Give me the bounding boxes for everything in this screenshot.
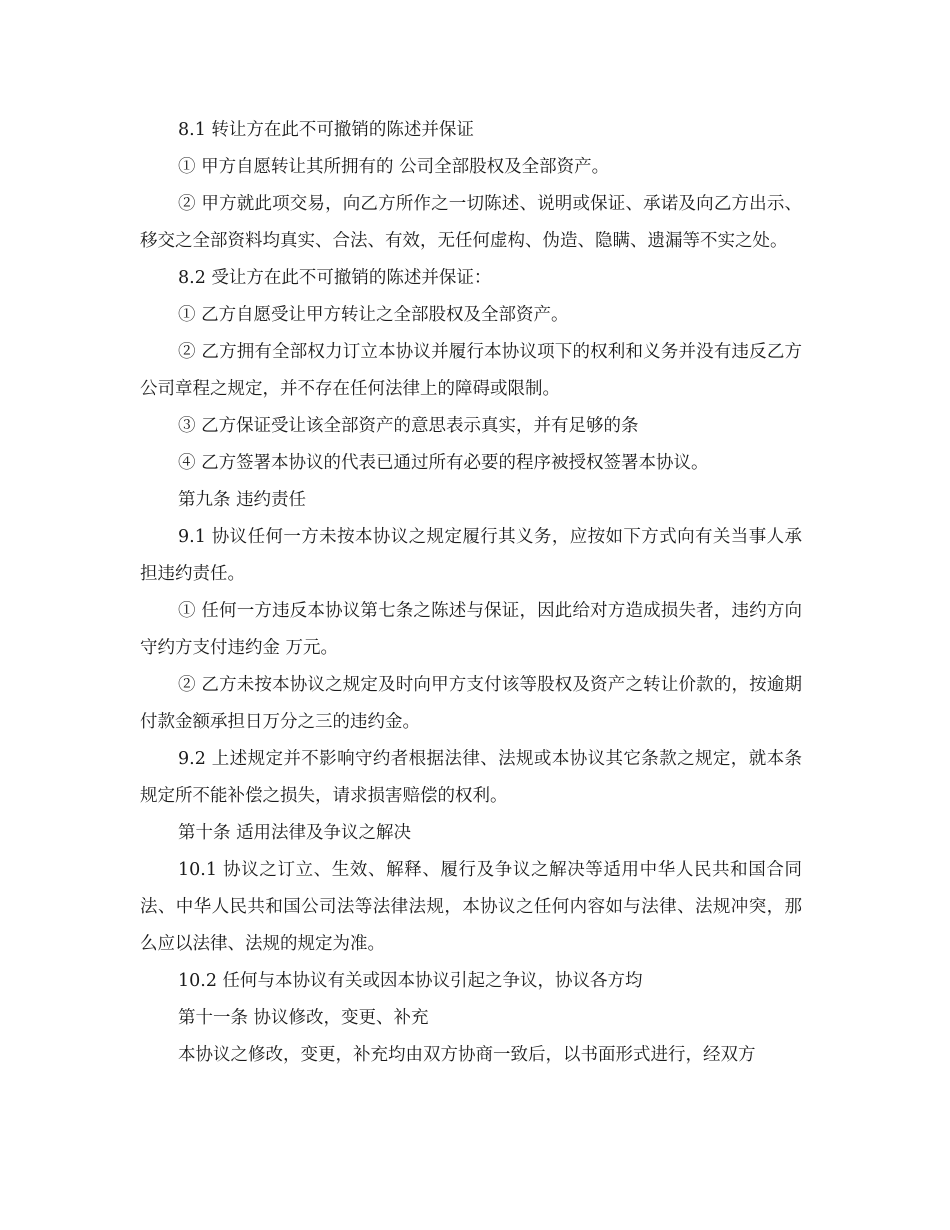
clause-9-1: 9.1 协议任何一方未按本协议之规定履行其义务，应按如下方式向有关当事人承担违约责任。 [140, 527, 802, 584]
clause-8-2-item-4: ④ 乙方签署本协议的代表已通过所有必要的程序被授权签署本协议。 [178, 453, 709, 473]
article-10-title: 第十条 适用法律及争议之解决 [178, 823, 412, 843]
clause-8-1-heading: 8.1 转让方在此不可撤销的陈述并保证 [178, 120, 474, 140]
clause-8-2-item-2: ② 乙方拥有全部权力订立本协议并履行本协议项下的权利和义务并没有违反乙方公司章程之规定，并不存在任何法律上的障碍或限制。 [140, 342, 802, 399]
article-11-body: 本协议之修改，变更，补充均由双方协商一致后，以书面形式进行，经双方 [178, 1045, 756, 1065]
clause-9-2: 9.2 上述规定并不影响守约者根据法律、法规或本协议其它条款之规定，就本条规定所不能补偿之损失，请求损害赔偿的权利。 [140, 749, 802, 806]
clause-8-1-item-1: ① 甲方自愿转让其所拥有的 公司全部股权及全部资产。 [178, 157, 610, 177]
document-body [140, 112, 802, 1074]
clause-8-2-heading: 8.2 受让方在此不可撤销的陈述并保证： [178, 268, 492, 288]
clause-8-1-item-2: ② 甲方就此项交易，向乙方所作之一切陈述、说明或保证、承诺及向乙方出示、移交之全部资料均真实、合法、有效，无任何虚构、伪造、隐瞒、遗漏等不实之处。 [140, 194, 802, 251]
clause-8-2-item-1: ① 乙方自愿受让甲方转让之全部股权及全部资产。 [178, 305, 569, 325]
clause-10-2: 10.2 任何与本协议有关或因本协议引起之争议，协议各方均 [178, 971, 643, 991]
article-9-title: 第九条 违约责任 [178, 490, 307, 510]
article-11-title: 第十一条 协议修改，变更、补充 [178, 1008, 429, 1028]
clause-9-1-item-2: ② 乙方未按本协议之规定及时向甲方支付该等股权及资产之转让价款的，按逾期付款金额承担日万分之三的违约金。 [140, 675, 802, 732]
clause-10-1: 10.1 协议之订立、生效、解释、履行及争议之解决等适用中华人民共和国合同法、中华人民共和国公司法等法律法规，本协议之任何内容如与法律、法规冲突，那么应以法律、法规的规定为准。 [140, 860, 802, 954]
clause-9-1-item-1: ① 任何一方违反本协议第七条之陈述与保证，因此给对方造成损失者，违约方向守约方支付违约金 万元。 [140, 601, 802, 658]
clause-8-2-item-3: ③ 乙方保证受让该全部资产的意思表示真实，并有足够的条 [178, 416, 639, 436]
